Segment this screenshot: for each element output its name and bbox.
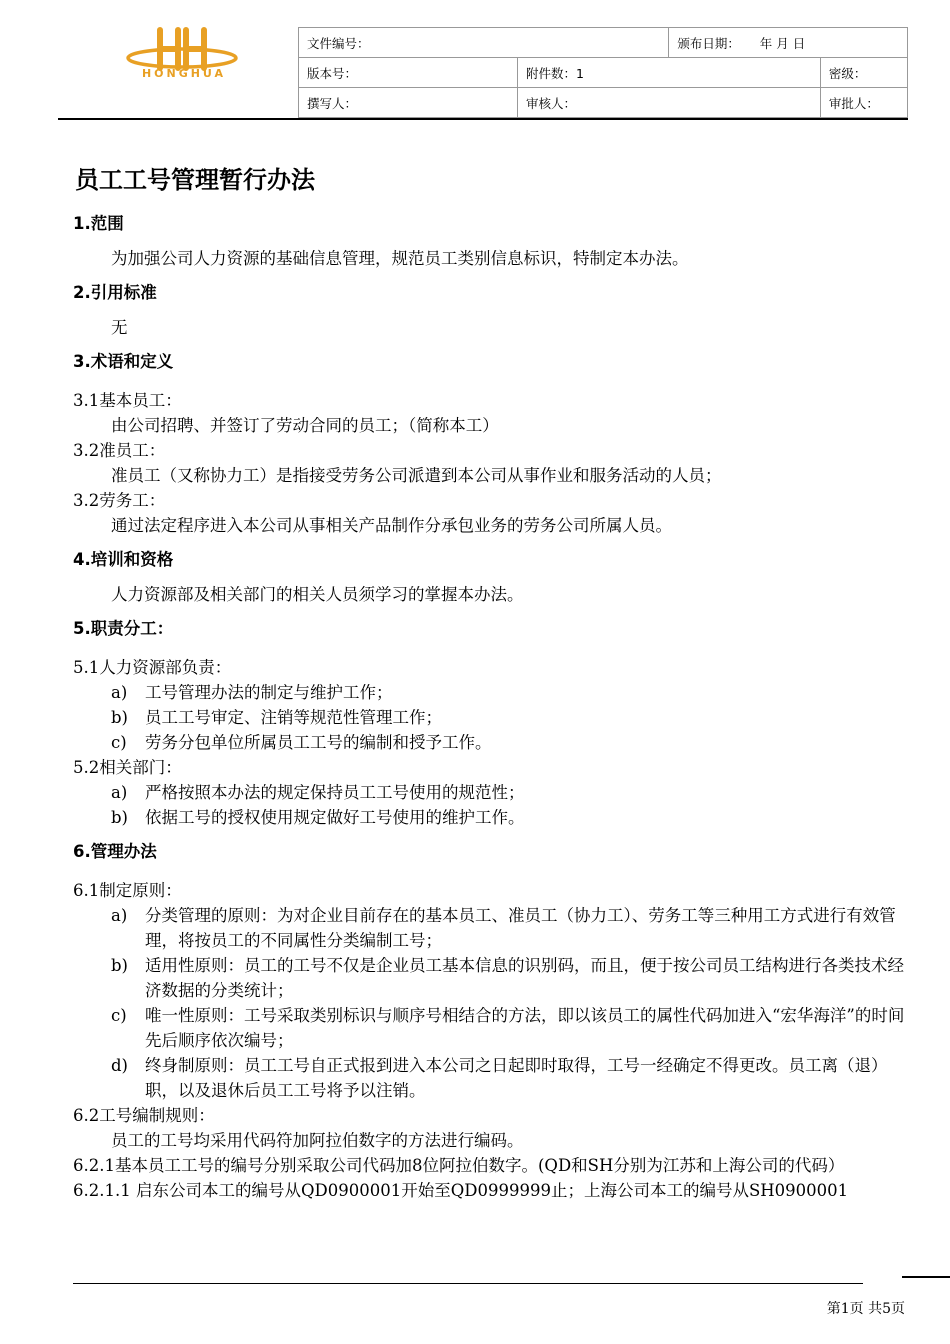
attachment-count: 附件数：1	[518, 58, 821, 88]
section-4-text: 人力资源部及相关部门的相关人员须学习的掌握本办法。	[111, 585, 524, 604]
header-divider	[58, 118, 908, 120]
definition-3-label: 3.2劳务工：	[73, 491, 166, 510]
list-item: c) 劳务分包单位所属员工工号的编制和授予工作。	[111, 733, 492, 752]
issue-date-label: 颁布日期：	[677, 35, 740, 51]
footer-mark	[902, 1276, 950, 1278]
list-item: b) 适用性原则：员工的工号不仅是企业员工基本信息的识别码，而且，便于按公司员工结构进行各类技术经济数据的分类统计；	[111, 956, 904, 1000]
page-title: 员工工号管理暂行办法	[75, 166, 315, 194]
definition-3-text: 通过法定程序进入本公司从事相关产品制作分承包业务的劳务公司所属人员。	[111, 516, 672, 535]
clause-6-2-1: 6.2.1基本员工工号的编号分别采取公司代码加8位阿拉伯数字。(QD和SH分别为江苏和上海公司的代码）	[73, 1156, 845, 1175]
document-header-table	[298, 27, 908, 118]
secrecy-label: 密级：	[820, 58, 907, 88]
definition-1-label: 3.1基本员工：	[73, 391, 182, 410]
section-4-heading: 4.培训和资格	[73, 550, 174, 569]
document-body	[73, 210, 908, 1203]
list-item: a) 工号管理办法的制定与维护工作；	[111, 683, 393, 702]
definition-2-text: 准员工（又称协力工）是指接受劳务公司派遣到本公司从事作业和服务活动的人员；	[111, 466, 722, 485]
section-2-text: 无	[111, 318, 128, 337]
clause-6-2-1-1: 6.2.1.1 启东公司本工的编号从QD0900001开始至QD0999999止；上海公司本工的编号从SH0900001	[73, 1181, 849, 1200]
definition-1-text: 由公司招聘、并签订了劳动合同的员工；（简称本工）	[111, 416, 499, 435]
author-label: 撰写人：	[299, 88, 518, 118]
section-3-heading: 3.术语和定义	[73, 352, 174, 371]
page-number: 第1页 共5页	[826, 1301, 905, 1317]
list-item: d) 终身制原则：员工工号自正式报到进入本公司之日起即时取得，工号一经确定不得更改。员工离（退）职，以及退休后员工工号将予以注销。	[111, 1056, 888, 1100]
numbering-rules-text: 员工的工号均采用代码符加阿拉伯数字的方法进行编码。	[111, 1131, 524, 1150]
list-item: b) 依据工号的授权使用规定做好工号使用的维护工作。	[111, 808, 525, 827]
duty-hr-label: 5.1人力资源部负责：	[73, 658, 232, 677]
definition-2-label: 3.2准员工：	[73, 441, 166, 460]
list-item: a) 分类管理的原则：为对企业目前存在的基本员工、准员工（协力工）、劳务工等三种用工方式进行有效管理，将按员工的不同属性分类编制工号；	[111, 906, 896, 950]
principles-label: 6.1制定原则：	[73, 881, 182, 900]
issue-date-cell	[669, 28, 908, 58]
approver-label: 审批人：	[820, 88, 907, 118]
section-6-heading: 6.管理办法	[73, 842, 157, 861]
section-2-heading: 2.引用标准	[73, 283, 157, 302]
list-item: b) 员工工号审定、注销等规范性管理工作；	[111, 708, 442, 727]
reviewer-label: 审核人：	[518, 88, 821, 118]
footer-divider	[73, 1283, 863, 1284]
issue-date-value: 年 月 日	[759, 35, 806, 51]
section-1-heading: 1.范围	[73, 214, 124, 233]
doc-number-label: 文件编号：	[299, 28, 669, 58]
list-item: c) 唯一性原则：工号采取类别标识与顺序号相结合的方法，即以该员工的属性代码加进入“宏华海洋”的时间先后顺序依次编号；	[111, 1006, 905, 1050]
duty-dept-label: 5.2相关部门：	[73, 758, 182, 777]
logo-text: HONGHUA	[141, 67, 227, 80]
list-item: a) 严格按照本办法的规定保持员工工号使用的规范性；	[111, 783, 525, 802]
numbering-rules-label: 6.2工号编制规则：	[73, 1106, 215, 1125]
section-1-text: 为加强公司人力资源的基础信息管理，规范员工类别信息标识，特制定本办法。	[111, 249, 689, 268]
version-label: 版本号：	[299, 58, 518, 88]
section-5-heading: 5.职责分工：	[73, 619, 174, 638]
